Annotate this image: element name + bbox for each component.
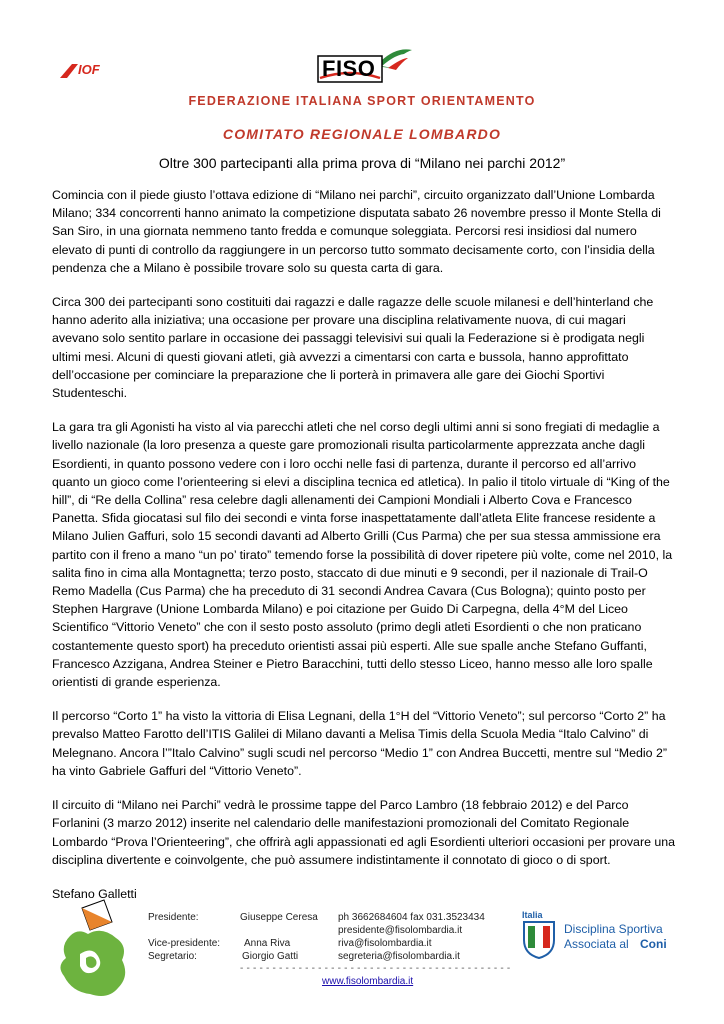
signature: Stefano Galletti xyxy=(52,886,137,901)
iof-logo-text: IOF xyxy=(78,62,100,77)
coni-line1: Disciplina Sportiva xyxy=(564,922,663,936)
paragraph-2: Circa 300 dei partecipanti sono costituiti dai ragazzi e dalle ragazze delle scuole milanesi e dell’hinterland che hanno aderito alla iniziativa; una occasione per provare una disciplina relativamente nuova, di cui magari avevano solo sentito parlare in occasione dei passaggi televisivi sui quali la Federazione si è prodigata negli ultimi mesi. Alcuni di questi giovani atleti, già avvezzi a cimentarsi con carta e bussola, hanno approfittato dell’occasione per cominciare la preparazione che li porterà in primavera alle gare dei Giochi Sportivi Studenteschi. xyxy=(52,295,654,401)
coni-line2: Associata al xyxy=(564,937,629,951)
article-title: Oltre 300 partecipanti alla prima prova di “Milano nei parchi 2012” xyxy=(158,155,566,171)
iof-logo xyxy=(58,60,114,82)
federation-heading: FEDERAZIONE ITALIANA SPORT ORIENTAMENTO xyxy=(188,94,536,108)
coni-logo xyxy=(522,912,682,962)
footer-secretary-email[interactable]: segreteria@fisolombardia.it xyxy=(338,951,460,962)
footer-president-email[interactable]: presidente@fisolombardia.it xyxy=(338,925,463,936)
footer-phone-fax: ph 3662684604 fax 031.3523434 xyxy=(338,912,485,923)
website-link[interactable]: www.fisolombardia.it xyxy=(322,976,414,987)
footer-divider: - - - - - - - - - - - - - - - - - - - - - - - - - - - - - - - - - - - - - - - - - - xyxy=(240,963,511,974)
footer-president-label: Presidente: xyxy=(148,912,199,923)
article-body xyxy=(52,186,676,919)
fiso-logo xyxy=(316,44,416,84)
paragraph-4: Il percorso “Corto 1” ha visto la vittoria di Elisa Legnani, della 1°H del “Vittorio Veneto”; sul percorso “Corto 2” ha prevalso Matteo Farotto dell’ITIS Galilei di Milano davanti a Melisa Timis della Scuola Media “Italo Calvino” di Melegnano. Ancora l’”Italo Calvino” sugli scudi nel percorso “Medio 1” con Andrea Buccetti, mentre sul “Medio 2” ha vinto Gabriele Gaffuri del “Vittorio Veneto”. xyxy=(52,709,668,778)
footer-vice-label: Vice-presidente: xyxy=(148,938,221,949)
coni-italia: Italia xyxy=(522,910,543,920)
paragraph-3: La gara tra gli Agonisti ha visto al via parecchi atleti che nel corso degli ultimi anni si sono fregiati di medaglie a livello nazionale (la loro presenza a queste gare promozionali risulta particolarmente apprezzata anche dagli Esordienti, in quanto possono vedere con i loro occhi nelle fasi di partenza, durante il percorso ed all’arrivo quanto un gioco come l’orienteering si elevi a disciplina tecnica ed atletica). In palio il titolo virtuale di “King of the hill”, di “Re della Collina” resa celebre dagli allenamenti dei Campioni Mondiali i Alberto Cova e Francesco Panetta. Sfida giocatasi sul filo dei secondi e vinta forse inaspettatamente dall’atleta Elite francese residente a Milano Julien Gaffuri, solo 15 secondi davanti ad Alberto Grilli (Cus Parma) che per sua stessa ammissione era partito con il freno a mano “un po’ tirato” temendo forse la possibilità di dover ripetere più volte, come nel 2010, la salita fino in cima alla Montagnetta; terzo posto, staccato di due minuti e 9 secondi, per il nazionale di Trail-O Remo Madella (Cus Parma) che ha preceduto di 31 secondi Andrea Cavara (Cus Bologna); quinto posto per Stephen Hargrave (Unione Lombarda Milano) e poi citazione per Guido Di Carpegna, della 4°M del Liceo Scientifico “Vittorio Veneto” che con il sesto posto assoluto (primo degli atleti Esordienti o che non praticano costantemente questo sport) ha preceduto orientisti assai più esperti. Alle sue spalle anche Stefano Guffanti, Francesco Azzigana, Andrea Steiner e Pietro Baracchini, tutti dello stesso Liceo, hanno messo alle loro spalle orientisti di grande esperienza. xyxy=(52,420,673,690)
footer-secretary-name: Giorgio Gatti xyxy=(242,951,299,962)
lombardia-map-icon xyxy=(52,896,132,1006)
coni-shield-icon xyxy=(522,920,556,960)
footer-vice-name: Anna Riva xyxy=(244,938,291,949)
footer-secretary-label: Segretario: xyxy=(148,951,197,962)
footer-vice-email[interactable]: riva@fisolombardia.it xyxy=(338,938,432,949)
fiso-logo-text: FISO xyxy=(322,56,376,81)
lombardia-logo xyxy=(52,896,132,1006)
paragraph-5: Il circuito di “Milano nei Parchi” vedrà le prossime tappe del Parco Lambro (18 febbraio 2012) e del Parco Forlanini (3 marzo 2012) inserite nel calendario delle manifestazioni promozionali del Comitato Regionale Lombardo “Prova l’Orienteering”, che offrirà agli appassionati ed agli Esordienti ulteriori occasioni per provare una disciplina divertente e coinvolgente, che può assumere indistintamente il connotato di gioco o di sport. xyxy=(52,798,676,867)
paragraph-1: Comincia con il piede giusto l’ottava edizione di “Milano nei parchi”, circuito organizzato dall’Unione Lombarda Milano; 334 concorrenti hanno animato la competizione disputata sabato 26 novembre presso il Monte Stella di San Siro, in una giornata nemmeno tanto fredda e comunque soleggiata. Percorsi resi insidiosi dal numero elevato di punti di controllo da raggiungere in un percorso tutto sommato decisamente corto, con l’insidia della pendenza che a Milano è possibile trovare solo su questa carta di gara. xyxy=(52,188,661,275)
committee-heading: COMITATO REGIONALE LOMBARDO xyxy=(222,126,502,142)
footer-president-name: Giuseppe Ceresa xyxy=(240,912,318,923)
coni-word: Coni xyxy=(640,937,667,951)
